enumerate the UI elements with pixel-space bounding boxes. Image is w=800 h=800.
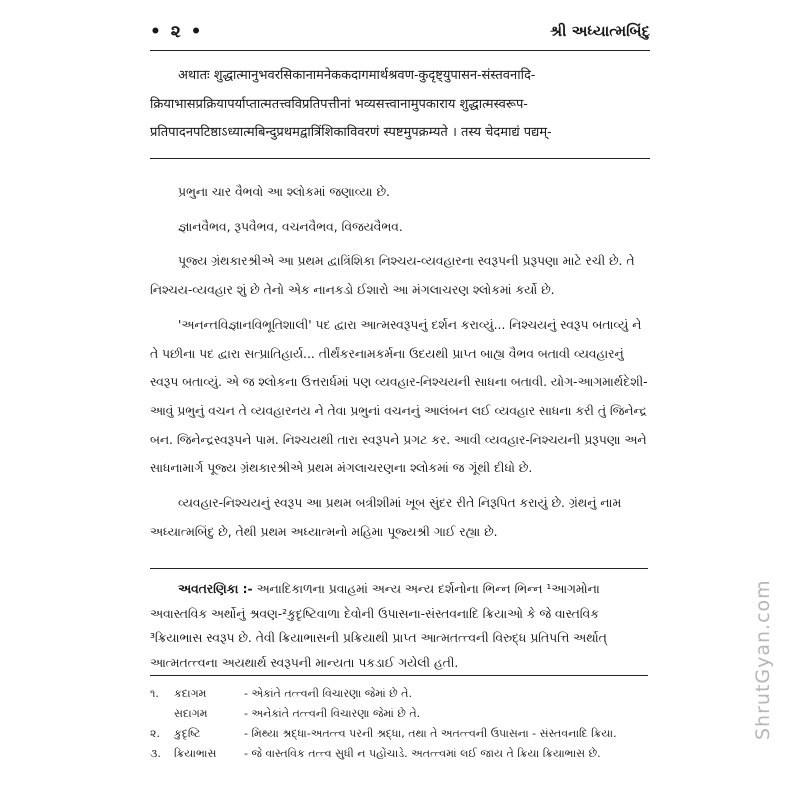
- body-paragraph: 'અનન્તવિજ્ઞાનવિભૂતિશાલી' પદ દ્વારા આત્મસ્વરૂપનું દર્શન કરાવ્યું... નિશ્ચયનું સ્વરૂપ બતાવ્યું ને તે પછીના પદ દ્વારા સત્પ્રાતિહાર્ય... તીર્થંકરનામકર્મના ઉદયથી પ્રાપ્ત બાહ્ય વૈભવ બતાવી વ્યવહારનું સ્વરૂપ બતાવ્યું. એ જ શ્લોકના ઉત્તરાર્ધમાં પણ વ્યવહાર-નિશ્ચયની સાધના બતાવી. યોગ-આગમાર્થદેશી-આવું પ્રભુનું વચન તે વ્યવહારનય ને તેવા પ્રભુનાં વચનનું આલંબન લઈ વ્યવહાર સાધના કરી તું જિનેન્દ્ર બન. જિનેન્દ્રસ્વરૂપને પામ. નિશ્ચયથી તારા સ્વરૂપને પ્રગટ કર. આવી વ્યવહાર-નિશ્ચયની પ્રરૂપણા અને સાધનામાર્ગ પૂજ્ય ગ્રંથકારશ્રીએ પ્રથમ મંગલાચરણના શ્લોકમાં જ ગૂંથી દીધો છે.: [150, 317, 648, 476]
- footnote-definition: - જે વાસ્તવિક તત્ત્વ સુધી ન પહોંચાડે. અતત્ત્વમાં લઈ જાય તે ક્રિયા ક્રિયાભાસ છે.: [244, 747, 601, 760]
- footnote-number: ૨.: [150, 727, 160, 740]
- running-title: શ્રી અધ્યાત્મબિંદુ: [549, 22, 650, 40]
- footnote-definition: - મિથ્યા શ્રદ્ધા-અતત્ત્વ પરની શ્રદ્ધા, તથા તે અતત્ત્વની ઉપાસના - સંસ્તવનાદિ ક્રિયા.: [244, 727, 617, 740]
- footnote-number: ૩.: [150, 747, 161, 760]
- sanskrit-commentary: [150, 62, 650, 148]
- footnote-row: [150, 744, 650, 764]
- body-text: [150, 178, 650, 552]
- body-paragraph: વ્યવહાર-નિશ્ચયનું સ્વરૂપ આ પ્રથમ બત્રીશીમાં ખૂબ સુંદર રીતે નિરૂપિત કરાયું છે. ગ્રંથનું નામ અધ્યાત્મબિંદુ છે, તેથી પ્રથમ અધ્યાત્મનો મહિમા પૂજ્યશ્રી ગાઈ રહ્યા છે.: [150, 496, 622, 539]
- footnote-term: કદાગમ: [174, 687, 207, 700]
- footnote-number: ૧.: [150, 687, 159, 700]
- footnote-term: ક્રિયાભાસ: [174, 747, 217, 760]
- avataranika-paragraph: [150, 577, 648, 675]
- avataranika-text: અનાદિકાળના પ્રવાહમાં અન્ય અન્ય દર્શનોના ભિન્ન ભિન્ન ¹આગમોના અવાસ્તવિક અર્થોનું શ્રવણ-²કુદૃષ્ટિવાળા દેવોની ઉપાસના-સંસ્તવનાદિ ક્રિયાઓ કે જે વાસ્તવિક ³ક્રિયાભાસ સ્વરૂપ છે. તેવી ક્રિયાભાસની પ્રક્રિયાથી પ્રાપ્ત આત્મતત્ત્વની વિરુદ્ધ પ્રતિપત્તિ અર્થાત્ આત્મતત્ત્વના અયથાર્થ સ્વરૂપની માન્યતા પકડાઈ ગયેલી હતી.: [150, 582, 607, 670]
- watermark: ShrutGyan.com: [752, 579, 774, 740]
- sanskrit-line: प्रतिपादनपटिष्ठाऽध्यात्मबिन्दुप्रथमद्वात्रिंशिकाविवरणं स्पष्टमुपक्रम्यते । तस्य चेदमाद्यं पद्यम्-: [150, 125, 552, 140]
- footnote-row: [150, 684, 650, 704]
- footnotes: [150, 684, 650, 764]
- body-paragraph: પૂજ્ય ગ્રંથકારશ્રીએ આ પ્રથમ દ્વાત્રિંશિકા નિશ્ચય-વ્યવહારના સ્વરૂપની પ્રરૂપણા માટે રચી છે. તે નિશ્ચય-વ્યવહાર શું છે તેનો એક નાનકડો ઈશારો આ મંગલાચરણ શ્લોકમાં કર્યો છે.: [150, 254, 635, 298]
- avataranika-box: [150, 568, 648, 676]
- page-header: [150, 22, 650, 44]
- footnote-definition: - એકાંતે તત્ત્વની વિચારણા જેમાં છે તે.: [244, 687, 412, 700]
- header-rule: [150, 50, 650, 51]
- page-number: • ૨ •: [150, 22, 204, 42]
- section-rule: [150, 158, 650, 159]
- footnote-term: સદાગમ: [174, 707, 208, 720]
- avataranika-label: અવતરણિકા :-: [178, 582, 253, 596]
- footnote-row: [150, 704, 650, 724]
- footnote-term: કુદૃષ્ટિ: [174, 727, 201, 740]
- footnote-row: [150, 724, 650, 744]
- footnote-definition: - અનેકાંતે તત્ત્વની વિચારણા જેમાં છે તે.: [244, 707, 421, 720]
- sanskrit-line: क्रियाभासप्रक्रियापर्याप्तात्मतत्त्वविप्रतिपत्तीनां भव्यसत्त्वानामुपकाराय शुद्धात्मस्वरूप-: [150, 96, 528, 112]
- body-paragraph: પ્રભુના ચાર વૈભવો આ શ્લોકમાં જણાવ્યા છે.: [178, 185, 390, 199]
- body-paragraph: જ્ઞાનવૈભવ, રૂપવૈભવ, વચનવૈભવ, વિજયવૈભવ.: [178, 219, 403, 234]
- sanskrit-line: अथातः शुद्धात्मानुभवरसिकानामनेककदागमार्थश्रवण-कुदृष्ट्युपासन-संस्तवनादि-: [178, 68, 536, 83]
